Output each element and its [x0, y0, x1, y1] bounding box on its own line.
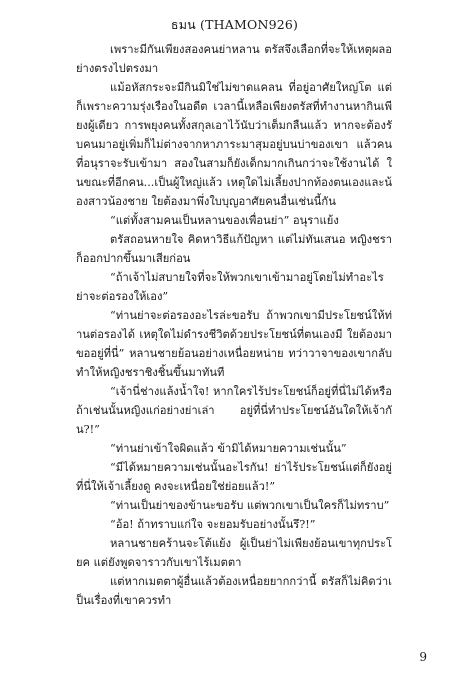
paragraph: “แต่ทั้งสามคนเป็นหลานของเพื่อนย่า” อนุราแย้ง [110, 214, 339, 227]
paragraph: “เจ้านี่ช่างแล้งน้ำใจ! หากใครไร้ประโยชน์ก็อยู่ที่นี่ไม่ได้หรือ ถ้าเช่นนั้นหญิงแก่อย่างย่าเล่า อยู่ที่นี่ทำประโยชน์อันใดให้เจ้ากัน?!” [76, 385, 392, 436]
body-text [76, 40, 392, 610]
paragraph: “ท่านเป็นย่าของข้านะขอรับ แต่พวกเขาเป็นใครก็ไม่ทราบ” [110, 499, 390, 512]
page-number: 9 [419, 650, 427, 664]
paragraph: “ท่านย่าจะต่อรองอะไรล่ะขอรับ ถ้าพวกเขามีประโยชน์ให้ท่านต่อรองได้ เหตุใดไม่ดำรงชีวิตด้วยประโยชน์ที่ตนเองมี ใยต้องมาขออยู่ที่นี่” หลานชายย้อนอย่างเหนื่อยหน่าย ทว่าวาจาของเขากลับทำให้หญิงชราชิงชิ้นขึ้นมาทันที [76, 309, 392, 379]
paragraph: “ถ้าเจ้าไม่สบายใจที่จะให้พวกเขาเข้ามาอยู่โดยไม่ทำอะไร ย่าจะต่อรองให้เอง” [76, 271, 384, 303]
paragraph: “ท่านย่าเข้าใจผิดแล้ว ข้ามิได้หมายความเช่นนั้น” [110, 442, 347, 455]
paragraph: แต่หากเมตตาผู้อื่นแล้วต้องเหนื่อยยากกว่านี้ ตรัสก็ไม่คิดว่าเป็นเรื่องที่เขาควรทำ [76, 575, 392, 607]
paragraph: “อ้อ! ถ้าทราบแก่ใจ จะยอมรับอย่างนั้นรึ?!” [110, 518, 316, 531]
running-header: ธมน (THAMON926) [170, 17, 299, 32]
paragraph: “มีได้หมายความเช่นนั้นอะไรกัน! ย่าไร้ประโยชน์แต่ก็ยังอยู่ที่นี่ให้เจ้าเลี้ยงดู คงจะเหนื่อยใช่ย่อยแล้ว!” [76, 461, 392, 493]
paragraph: ตรัสถอนหายใจ คิดหาวิธีแก้ปัญหา แต่ไม่ทันเสนอ หญิงชราก็ออกปากขึ้นมาเสียก่อน [76, 233, 392, 265]
paragraph: เพราะมีกันเพียงสองคนย่าหลาน ตรัสจึงเลือกที่จะให้เหตุผลอย่างตรงไปตรงมา [76, 43, 392, 75]
paragraph: แม้อหัสกระจะมีกินมิใช่ไม่ขาดแคลน ที่อยู่อาศัยใหญ่โต แต่ก็เพราะความรุ่งเรืองในอดีต เวลานี้เหลือเพียงตรัสที่ทำงานหากินเพียงผู้เดียว การพยุงคนทั้งสกุลเอาไว้นับว่าเต็มกลืนแล้ว หากจะต้องรับคนมาอยู่เพิ่มก็ไม่ต่างจากหาภาระมาสุมอยู่บนบ่าของเขา แล้วคนที่อนุราจะรับเข้ามา สองในสามก็ยังเด็กมากเกินกว่าจะใช้งานได้ ในขณะที่อีกคน...เป็นผู้ใหญ่แล้ว เหตุใดไม่เลี้ยงปากท้องตนเองและน้องสาวน้องชาย ใยต้องมาพึ่งใบบุญอาศัยคนอื่นเช่นนี้กัน [76, 81, 392, 208]
paragraph: หลานชายคร้านจะโต้แย้ง ผู้เป็นย่าไม่เพียงย้อนเขาทุกประโยค แต่ยังพูดจาราวกับเขาไร้เมตตา [76, 537, 392, 569]
